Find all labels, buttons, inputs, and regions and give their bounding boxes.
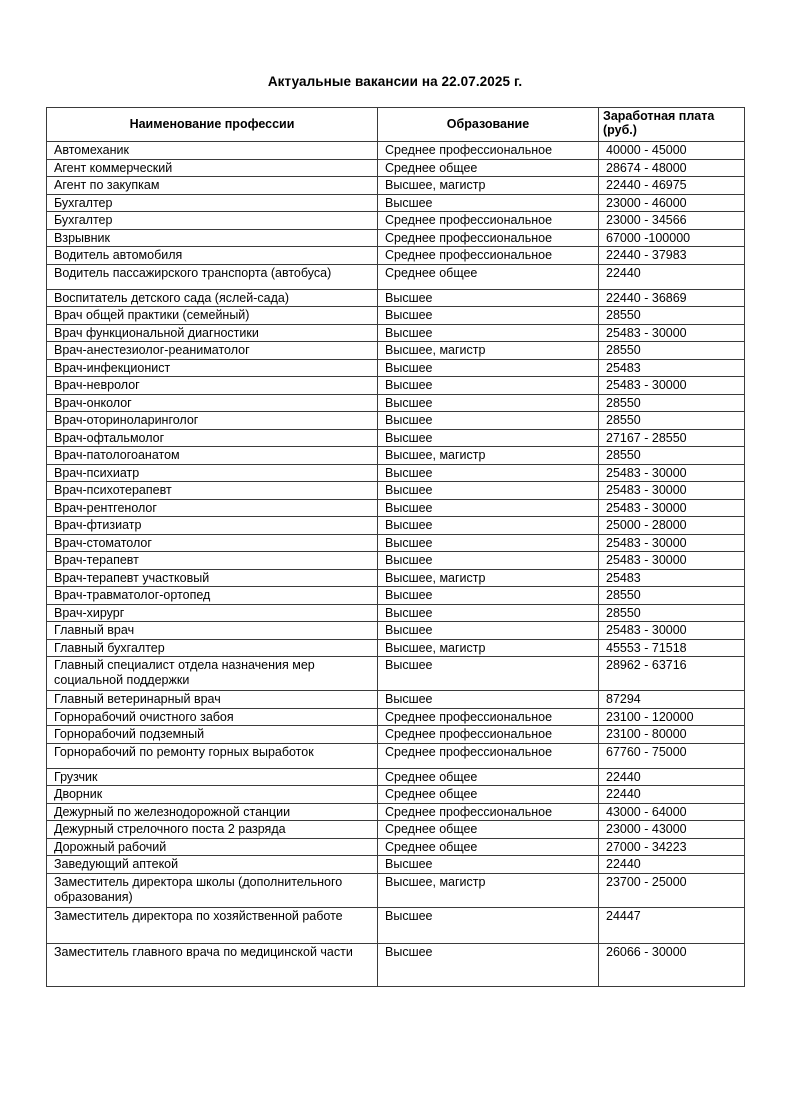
cell-salary: 28962 - 63716 [599,657,745,691]
cell-education: Высшее, магистр [378,569,599,587]
table-row [47,212,745,230]
table-row [47,743,745,768]
cell-profession: Главный специалист отдела назначения мер социальной поддержки [47,657,378,691]
cell-profession: Грузчик [47,768,378,786]
cell-salary: 28674 - 48000 [599,159,745,177]
cell-profession: Врач-патологоанатом [47,447,378,465]
cell-education: Высшее, магистр [378,342,599,360]
table-row [47,943,745,986]
cell-education: Высшее [378,429,599,447]
cell-salary: 22440 [599,786,745,804]
cell-profession: Главный бухгалтер [47,639,378,657]
cell-salary: 45553 - 71518 [599,639,745,657]
cell-education: Среднее профессиональное [378,726,599,744]
cell-profession: Врач общей практики (семейный) [47,307,378,325]
cell-salary: 23000 - 43000 [599,821,745,839]
cell-profession: Взрывник [47,229,378,247]
cell-salary: 67000 -100000 [599,229,745,247]
cell-salary: 25483 - 30000 [599,534,745,552]
cell-education: Среднее профессиональное [378,803,599,821]
table-row [47,569,745,587]
table-row [47,534,745,552]
cell-profession: Водитель пассажирского транспорта (автобуса) [47,264,378,289]
table-row [47,552,745,570]
table-row [47,264,745,289]
table-row [47,708,745,726]
cell-profession: Агент коммерческий [47,159,378,177]
cell-education: Высшее [378,194,599,212]
cell-salary: 28550 [599,412,745,430]
cell-education: Высшее [378,657,599,691]
table-row [47,307,745,325]
table-row [47,229,745,247]
table-row [47,342,745,360]
cell-education: Среднее общее [378,838,599,856]
cell-education: Среднее профессиональное [378,212,599,230]
table-row [47,726,745,744]
table-row [47,622,745,640]
cell-education: Высшее [378,307,599,325]
cell-salary: 28550 [599,447,745,465]
cell-profession: Водитель автомобиля [47,247,378,265]
header-salary: Заработная плата (руб.) [599,108,745,142]
cell-salary: 28550 [599,394,745,412]
table-row [47,691,745,709]
cell-profession: Врач-онколог [47,394,378,412]
cell-salary: 22440 [599,264,745,289]
cell-salary: 25483 - 30000 [599,464,745,482]
cell-salary: 28550 [599,587,745,605]
cell-salary: 23100 - 120000 [599,708,745,726]
cell-education: Высшее [378,907,599,943]
page-title: Актуальные вакансии на 22.07.2025 г. [267,74,523,89]
cell-profession: Врач-офтальмолог [47,429,378,447]
cell-profession: Автомеханик [47,142,378,160]
cell-profession: Горнорабочий очистного забоя [47,708,378,726]
table-row [47,838,745,856]
cell-profession: Врач-травматолог-ортопед [47,587,378,605]
table-row [47,657,745,691]
table-row [47,786,745,804]
cell-salary: 22440 [599,768,745,786]
cell-salary: 22440 - 37983 [599,247,745,265]
cell-education: Среднее профессиональное [378,743,599,768]
cell-education: Высшее [378,377,599,395]
cell-salary: 87294 [599,691,745,709]
cell-profession: Врач-стоматолог [47,534,378,552]
cell-education: Высшее, магистр [378,177,599,195]
header-profession: Наименование профессии [47,108,378,142]
cell-profession: Заведующий аптекой [47,856,378,874]
cell-education: Высшее [378,534,599,552]
vacancy-table [46,107,745,987]
cell-salary: 22440 - 46975 [599,177,745,195]
cell-profession: Горнорабочий по ремонту горных выработок [47,743,378,768]
cell-salary: 23700 - 25000 [599,873,745,907]
cell-salary: 28550 [599,342,745,360]
cell-profession: Дежурный стрелочного поста 2 разряда [47,821,378,839]
table-row [47,194,745,212]
cell-salary: 22440 - 36869 [599,289,745,307]
cell-profession: Дежурный по железнодорожной станции [47,803,378,821]
table-row [47,587,745,605]
cell-salary: 27000 - 34223 [599,838,745,856]
cell-profession: Воспитатель детского сада (яслей-сада) [47,289,378,307]
table-row [47,429,745,447]
cell-salary: 25483 - 30000 [599,377,745,395]
cell-education: Среднее общее [378,768,599,786]
cell-profession: Бухгалтер [47,212,378,230]
table-row [47,856,745,874]
cell-profession: Врач-психиатр [47,464,378,482]
cell-education: Высшее [378,464,599,482]
table-row [47,359,745,377]
cell-profession: Дорожный рабочий [47,838,378,856]
cell-education: Высшее [378,552,599,570]
cell-education: Высшее [378,324,599,342]
table-row [47,394,745,412]
table-row [47,324,745,342]
cell-education: Среднее профессиональное [378,247,599,265]
cell-profession: Врач-анестезиолог-реаниматолог [47,342,378,360]
cell-salary: 26066 - 30000 [599,943,745,986]
cell-education: Высшее [378,517,599,535]
cell-salary: 25483 - 30000 [599,482,745,500]
table-body [47,142,745,987]
cell-profession: Врач-фтизиатр [47,517,378,535]
cell-salary: 23000 - 46000 [599,194,745,212]
cell-education: Среднее профессиональное [378,229,599,247]
cell-education: Среднее общее [378,159,599,177]
cell-education: Высшее [378,482,599,500]
table-row [47,159,745,177]
table-row [47,803,745,821]
cell-education: Среднее общее [378,821,599,839]
cell-salary: 28550 [599,307,745,325]
cell-salary: 24447 [599,907,745,943]
cell-profession: Заместитель главного врача по медицинской части [47,943,378,986]
cell-salary: 25483 - 30000 [599,499,745,517]
table-row [47,177,745,195]
cell-education: Высшее [378,499,599,517]
cell-profession: Врач-психотерапевт [47,482,378,500]
table-row [47,768,745,786]
cell-profession: Бухгалтер [47,194,378,212]
cell-salary: 22440 [599,856,745,874]
cell-education: Среднее общее [378,264,599,289]
cell-profession: Заместитель директора школы (дополнительного образования) [47,873,378,907]
cell-profession: Врач-рентгенолог [47,499,378,517]
cell-education: Высшее [378,604,599,622]
cell-education: Высшее [378,412,599,430]
table-row [47,482,745,500]
table-row [47,821,745,839]
cell-profession: Врач-оториноларинголог [47,412,378,430]
cell-salary: 25483 - 30000 [599,622,745,640]
cell-profession: Врач-хирург [47,604,378,622]
cell-profession: Главный ветеринарный врач [47,691,378,709]
cell-profession: Заместитель директора по хозяйственной работе [47,907,378,943]
cell-salary: 40000 - 45000 [599,142,745,160]
cell-profession: Горнорабочий подземный [47,726,378,744]
cell-education: Высшее [378,289,599,307]
table-row [47,412,745,430]
table-row [47,377,745,395]
cell-profession: Врач-терапевт [47,552,378,570]
cell-education: Высшее [378,691,599,709]
table-row [47,142,745,160]
cell-education: Высшее [378,943,599,986]
cell-salary: 25483 - 30000 [599,324,745,342]
table-row [47,289,745,307]
table-row [47,604,745,622]
cell-education: Высшее, магистр [378,447,599,465]
cell-salary: 25483 - 30000 [599,552,745,570]
table-row [47,873,745,907]
cell-salary: 27167 - 28550 [599,429,745,447]
cell-profession: Врач-инфекционист [47,359,378,377]
cell-education: Среднее профессиональное [378,708,599,726]
cell-salary: 25000 - 28000 [599,517,745,535]
table-row [47,464,745,482]
cell-education: Высшее, магистр [378,873,599,907]
cell-salary: 43000 - 64000 [599,803,745,821]
header-education: Образование [378,108,599,142]
cell-education: Высшее [378,359,599,377]
table-row [47,639,745,657]
cell-salary: 23000 - 34566 [599,212,745,230]
table-row [47,499,745,517]
cell-salary: 67760 - 75000 [599,743,745,768]
cell-education: Высшее [378,587,599,605]
cell-education: Среднее общее [378,786,599,804]
cell-profession: Врач-терапевт участковый [47,569,378,587]
cell-salary: 25483 [599,569,745,587]
cell-education: Высшее [378,394,599,412]
cell-salary: 28550 [599,604,745,622]
cell-profession: Агент по закупкам [47,177,378,195]
cell-profession: Врач функциональной диагностики [47,324,378,342]
cell-profession: Главный врач [47,622,378,640]
table-row [47,247,745,265]
table-row [47,447,745,465]
cell-education: Высшее [378,856,599,874]
cell-education: Высшее [378,622,599,640]
table-row [47,907,745,943]
cell-profession: Врач-невролог [47,377,378,395]
table-header-row [47,108,745,142]
table-row [47,517,745,535]
cell-profession: Дворник [47,786,378,804]
cell-education: Высшее, магистр [378,639,599,657]
cell-education: Среднее профессиональное [378,142,599,160]
cell-salary: 25483 [599,359,745,377]
cell-salary: 23100 - 80000 [599,726,745,744]
